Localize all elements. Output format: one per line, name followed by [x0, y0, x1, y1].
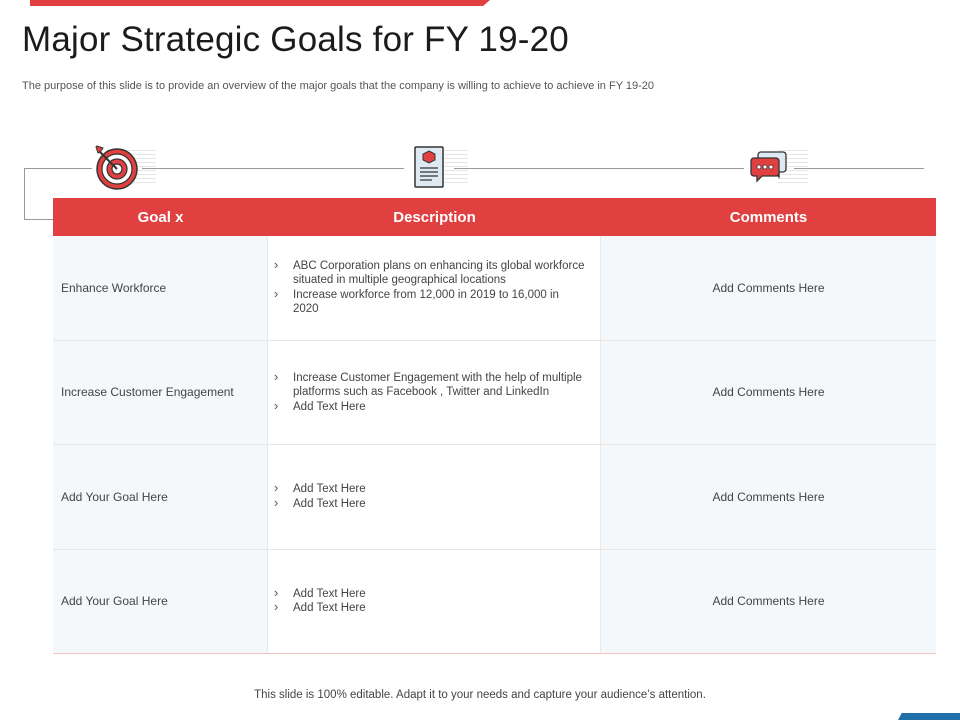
table-row	[53, 236, 936, 341]
description-list	[274, 587, 586, 616]
goal-cell: Add Your Goal Here	[53, 445, 268, 549]
description-cell	[268, 550, 601, 654]
comments-cell: Add Comments Here	[712, 594, 825, 609]
description-bullet: › Add Text Here	[274, 497, 586, 512]
description-bullet: › Add Text Here	[274, 482, 586, 497]
slide-subtitle: The purpose of this slide is to provide an overview of the major goals that the company is willing to achieve to achieve in FY 19-20	[22, 80, 655, 92]
description-bullet: › Add Text Here	[274, 400, 586, 415]
table-header	[53, 198, 936, 236]
target-icon	[92, 142, 142, 192]
chat-bubbles-icon	[744, 142, 794, 192]
bottom-accent-bar	[898, 713, 960, 720]
description-bullet: › Increase workforce from 12,000 in 2019 to 16,000 in 2020	[274, 288, 586, 317]
description-bullet: › ABC Corporation plans on enhancing its global workforce situated in multiple geographical locations	[274, 259, 586, 288]
description-bullet: › Add Text Here	[274, 601, 586, 616]
top-accent-bar	[30, 0, 490, 6]
description-list	[274, 371, 586, 415]
table-row	[53, 550, 936, 655]
description-bullet: › Add Text Here	[274, 587, 586, 602]
description-list	[274, 482, 586, 511]
description-cell	[268, 445, 601, 549]
goal-cell: Increase Customer Engagement	[53, 341, 268, 445]
header-comments: Comments	[729, 208, 808, 226]
description-cell	[268, 236, 601, 340]
document-icon	[404, 142, 454, 192]
comments-cell: Add Comments Here	[712, 280, 825, 295]
description-bullet: › Increase Customer Engagement with the help of multiple platforms such as Facebook , Twitter and LinkedIn	[274, 371, 586, 400]
comments-cell: Add Comments Here	[712, 489, 825, 504]
description-cell	[268, 341, 601, 445]
slide-title: Major Strategic Goals for FY 19-20	[22, 20, 569, 59]
goal-cell: Add Your Goal Here	[53, 550, 268, 654]
description-list	[274, 259, 586, 317]
goal-cell: Enhance Workforce	[53, 236, 268, 340]
goals-table	[53, 198, 936, 654]
table-row	[53, 445, 936, 550]
comments-cell: Add Comments Here	[712, 385, 825, 400]
header-description: Description	[393, 208, 476, 226]
footer-note: This slide is 100% editable. Adapt it to your needs and capture your audience’s attention.	[254, 689, 706, 701]
header-goal: Goal x	[137, 208, 184, 226]
table-row	[53, 341, 936, 446]
